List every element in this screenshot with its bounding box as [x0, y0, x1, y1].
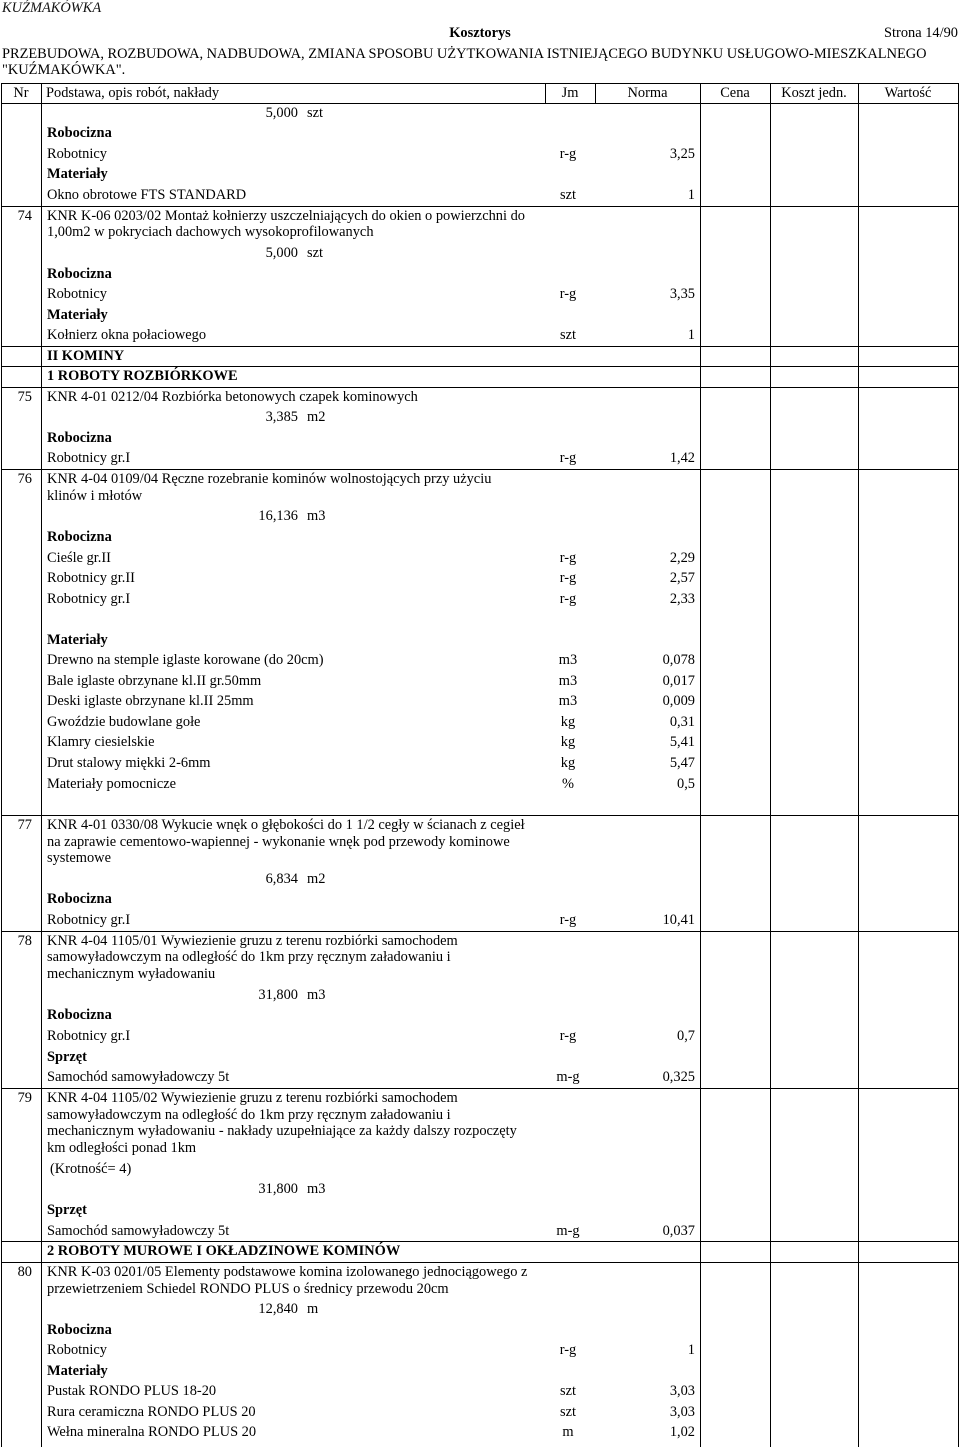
- resource-group-heading: [0, 1047, 960, 1068]
- row-description: Okno obrotowe FTS STANDARD: [47, 187, 247, 203]
- quantity-spacer: [47, 105, 960, 122]
- resource-group-label: Robocizna: [47, 265, 112, 282]
- resource-group-label: Robocizna: [47, 1321, 112, 1338]
- resource-group-label: Robocizna: [47, 1007, 112, 1024]
- row-description: Klamry ciesielskie: [47, 734, 155, 751]
- row-unit: %: [562, 775, 574, 792]
- resource-row: [0, 910, 960, 931]
- quantity-row: [0, 507, 960, 528]
- resource-row: [0, 589, 960, 610]
- row-unit: kg: [560, 754, 576, 771]
- blank-spacer: [47, 611, 960, 628]
- resource-row: [0, 185, 960, 206]
- row-description: Robotnicy gr.I: [47, 912, 131, 929]
- position-number: 77: [17, 816, 32, 833]
- position-row: [0, 469, 960, 506]
- resource-group-label: Robocizna: [47, 528, 112, 545]
- resource-row: [0, 284, 960, 305]
- row-unit: r-g: [559, 570, 577, 587]
- quantity-unit: m3: [307, 986, 326, 1003]
- position-row: [0, 387, 960, 408]
- row-unit: r-g: [559, 450, 577, 467]
- document-title: Kosztorys: [449, 25, 511, 41]
- quantity-unit: szt: [307, 245, 323, 261]
- quantity-row: [0, 1180, 960, 1201]
- position-row: [0, 1088, 960, 1159]
- position-description: [47, 1090, 960, 1158]
- row-norm: 0,009: [662, 693, 695, 710]
- resource-row: [0, 1402, 960, 1423]
- row-unit: szt: [560, 1403, 576, 1420]
- blank-spacer: [47, 796, 960, 813]
- resource-row: [0, 1026, 960, 1047]
- row-unit: m3: [558, 652, 578, 669]
- resource-row: [0, 1381, 960, 1402]
- resource-group-label: Materiały: [47, 306, 108, 323]
- resource-group-label: Robocizna: [47, 891, 112, 908]
- quantity-spacer: [47, 1181, 960, 1198]
- column-header-nr: Nr: [13, 85, 29, 101]
- table-header: [1, 83, 958, 104]
- quantity-spacer: [47, 1301, 960, 1318]
- row-description: Bale iglaste obrzynane kl.II gr.50mm: [47, 672, 262, 689]
- row-unit: m-g: [556, 1222, 580, 1239]
- row-unit: m3: [558, 693, 578, 710]
- column-header-description: Podstawa, opis robót, nakłady: [46, 85, 220, 101]
- resource-group-heading: [0, 527, 960, 548]
- resource-row: [0, 1423, 960, 1444]
- position-number: 79: [17, 1089, 32, 1106]
- multiplier-text: (Krotność= 4): [50, 1160, 132, 1177]
- position-description: [47, 208, 960, 242]
- quantity-unit: m: [307, 1301, 319, 1318]
- resource-group-label: Materiały: [47, 1362, 108, 1379]
- position-description-line: KNR 4-01 0330/08 Wykucie wnęk o głębokości do 1 1/2 cegły w ścianach z cegieł: [47, 816, 525, 833]
- row-norm: 0,017: [662, 672, 695, 689]
- position-number: 78: [17, 932, 32, 949]
- row-norm: 3,25: [669, 145, 695, 162]
- row-description: Rura ceramiczna RONDO PLUS 20: [47, 1403, 256, 1420]
- position-description-line: KNR K-03 0201/05 Elementy podstawowe komina izolowanego jednociągowego z: [47, 1263, 528, 1280]
- row-description: Robotnicy gr.I: [47, 590, 131, 607]
- row-norm: 0,31: [669, 713, 695, 730]
- position-description-line: samowyładowczym na odległość do 1km przy ręcznym załadowaniu i: [47, 949, 451, 966]
- position-description: [47, 933, 960, 984]
- row-description: Cieśle gr.II: [47, 549, 111, 566]
- header-column-divider: [595, 83, 596, 103]
- position-row: [0, 815, 960, 869]
- position-description-line: na zaprawie cementowo-wapiennej - wykonanie wnęk pod przewody kominowe: [47, 833, 510, 850]
- quantity-value: 3,385: [265, 409, 298, 426]
- column-header-norm: Norma: [627, 85, 668, 101]
- column-header-price: Cena: [720, 85, 750, 101]
- position-description-line: KNR K-06 0203/02 Montaż kołnierzy uszczelniających do okien o powierzchni do: [47, 207, 525, 224]
- row-norm: 3,03: [669, 1383, 695, 1400]
- position-description-line: systemowe: [47, 850, 111, 867]
- row-norm: 10,41: [662, 912, 695, 929]
- row-unit: r-g: [559, 286, 577, 303]
- quantity-value: 12,840: [258, 1301, 298, 1318]
- cost-estimate-table-body: [0, 103, 960, 1443]
- project-title-line-1: PRZEBUDOWA, ROZBUDOWA, NADBUDOWA, ZMIANA SPOSOBU UŻYTKOWANIA ISTNIEJĄCEGO BUDYNKU USŁUGOWO-MIESZKALNEGO: [2, 46, 927, 62]
- position-row: [0, 1262, 960, 1299]
- quantity-unit: szt: [307, 104, 323, 121]
- quantity-value: 5,000: [265, 245, 298, 261]
- resource-group-label: Materiały: [47, 166, 108, 183]
- column-header-value: Wartość: [884, 85, 932, 101]
- row-description: Robotnicy: [47, 145, 107, 162]
- quantity-value: 31,800: [258, 1181, 298, 1198]
- resource-group-heading: [0, 1006, 960, 1027]
- position-description-line: samowyładowczym na odległość do 1km przy ręcznym załadowaniu i: [47, 1106, 451, 1123]
- header-column-divider: [545, 83, 546, 103]
- row-description: Robotnicy: [47, 1342, 107, 1359]
- quantity-spacer: [47, 508, 960, 525]
- row-norm: 0,078: [662, 652, 695, 669]
- multiplier-note: [0, 1159, 960, 1180]
- column-header-unit-cost: Koszt jedn.: [781, 85, 847, 101]
- row-description: Pustak RONDO PLUS 18-20: [47, 1383, 217, 1400]
- blank-row: [0, 794, 960, 815]
- quantity-spacer: [47, 871, 960, 888]
- quantity-value: 16,136: [258, 508, 298, 525]
- resource-group-label: Robocizna: [47, 429, 112, 446]
- resource-row: [0, 712, 960, 733]
- row-unit: szt: [560, 1383, 576, 1400]
- quantity-row: [0, 869, 960, 890]
- position-number: 74: [17, 207, 32, 224]
- row-unit: m3: [558, 672, 578, 689]
- row-unit: r-g: [559, 912, 577, 929]
- row-unit: kg: [560, 734, 576, 751]
- row-unit: szt: [560, 187, 576, 203]
- row-norm: 1: [687, 1342, 695, 1359]
- resource-row: [0, 1067, 960, 1088]
- section-title: II KOMINY: [47, 347, 125, 364]
- row-unit: kg: [560, 713, 576, 730]
- row-description: Deski iglaste obrzynane kl.II 25mm: [47, 693, 254, 710]
- resource-group-heading: [0, 890, 960, 911]
- section-title: 1 ROBOTY ROZBIÓRKOWE: [47, 368, 238, 385]
- position-number: 75: [17, 388, 32, 405]
- resource-row: [0, 753, 960, 774]
- row-norm: 2,33: [669, 590, 695, 607]
- row-norm: 5,47: [669, 754, 695, 771]
- row-description: Kołnierz okna połaciowego: [47, 327, 207, 344]
- row-norm: 1,42: [669, 450, 695, 467]
- row-unit: r-g: [559, 145, 577, 162]
- quantity-unit: m3: [307, 1181, 326, 1198]
- section-heading: [0, 366, 960, 387]
- resource-group-heading: [0, 124, 960, 145]
- resource-group-heading: [0, 428, 960, 449]
- row-unit: r-g: [559, 1028, 577, 1045]
- document-brand: KUŹMAKÓWKA: [2, 0, 102, 16]
- resource-group-heading: [0, 305, 960, 326]
- row-norm: 2,29: [669, 549, 695, 566]
- resource-row: [0, 1221, 960, 1242]
- position-description-line: mechanicznym wyładowaniu: [47, 966, 216, 983]
- position-description-line: km odległości ponad 1km: [47, 1140, 197, 1157]
- quantity-row: [0, 243, 960, 264]
- position-row: [0, 931, 960, 985]
- quantity-unit: m2: [307, 870, 326, 887]
- row-description: Robotnicy gr.I: [47, 450, 131, 467]
- resource-row: [0, 568, 960, 589]
- resource-row: [0, 692, 960, 713]
- row-description: Samochód samowyładowczy 5t: [47, 1069, 230, 1086]
- row-norm: 0,325: [662, 1069, 695, 1086]
- row-description: Robotnicy gr.II: [47, 570, 135, 587]
- resource-group-heading: [0, 1200, 960, 1221]
- row-unit: r-g: [559, 1342, 577, 1359]
- resource-row: [0, 144, 960, 165]
- resource-row: [0, 774, 960, 795]
- section-heading: [0, 1241, 960, 1262]
- column-header-unit: Jm: [561, 85, 579, 101]
- quantity-row: [0, 1299, 960, 1320]
- position-description-line: KNR 4-01 0212/04 Rozbiórka betonowych czapek kominowych: [47, 388, 418, 405]
- row-description: Wełna mineralna RONDO PLUS 20: [47, 1424, 257, 1441]
- row-description: Robotnicy: [47, 286, 107, 303]
- row-unit: m: [562, 1424, 574, 1441]
- row-description: Robotnicy gr.I: [47, 1028, 131, 1045]
- resource-group-heading: [0, 630, 960, 651]
- row-description: Materiały pomocnicze: [47, 775, 177, 792]
- position-row: [0, 206, 960, 243]
- row-norm: 5,41: [669, 734, 695, 751]
- row-description: Drut stalowy miękki 2-6mm: [47, 754, 211, 771]
- resource-row: [0, 548, 960, 569]
- quantity-value: 5,000: [265, 104, 298, 121]
- section-heading: [0, 346, 960, 367]
- resource-group-label: Materiały: [47, 631, 108, 648]
- quantity-value: 6,834: [265, 870, 298, 887]
- row-norm: 3,35: [669, 286, 695, 303]
- row-norm: 1: [687, 187, 695, 203]
- quantity-row: [0, 408, 960, 429]
- resource-group-label: Sprzęt: [47, 1202, 87, 1218]
- quantity-spacer: [47, 245, 960, 262]
- position-description: [47, 817, 960, 868]
- row-norm: 0,7: [677, 1028, 695, 1045]
- section-title: 2 ROBOTY MUROWE I OKŁADZINOWE KOMINÓW: [47, 1243, 401, 1260]
- row-unit: szt: [560, 327, 576, 344]
- position-number: 80: [17, 1263, 32, 1280]
- position-description: [47, 471, 960, 505]
- quantity-unit: m3: [307, 508, 326, 525]
- position-description-line: KNR 4-04 1105/01 Wywiezienie gruzu z terenu rozbiórki samochodem: [47, 932, 458, 949]
- resource-row: [0, 449, 960, 470]
- row-unit: r-g: [559, 590, 577, 607]
- row-norm: 3,03: [669, 1403, 695, 1420]
- resource-group-heading: [0, 165, 960, 186]
- resource-group-heading: [0, 1361, 960, 1382]
- resource-row: [0, 325, 960, 346]
- resource-row: [0, 1340, 960, 1361]
- resource-group-heading: [0, 264, 960, 285]
- position-description-line: klinów i młotów: [47, 487, 143, 504]
- quantity-spacer: [47, 409, 960, 426]
- page-number: Strona 14/90: [884, 25, 958, 41]
- quantity-spacer: [47, 987, 960, 1004]
- quantity-row: [0, 985, 960, 1006]
- position-description: [47, 389, 960, 406]
- position-number: 76: [17, 470, 32, 487]
- row-norm: 0,5: [677, 775, 695, 792]
- resource-group-heading: [0, 1320, 960, 1341]
- row-norm: 1: [687, 327, 695, 344]
- row-norm: 1,02: [669, 1424, 695, 1441]
- position-description-line: 1,00m2 w pokryciach dachowych wysokoprofilowanych: [47, 224, 374, 241]
- resource-row: [0, 733, 960, 754]
- resource-group-label: Sprzęt: [47, 1048, 87, 1065]
- row-description: Gwoździe budowlane gołe: [47, 713, 201, 730]
- row-description: Drewno na stemple iglaste korowane (do 20cm): [47, 652, 324, 669]
- resource-row: [0, 671, 960, 692]
- resource-row: [0, 650, 960, 671]
- quantity-value: 31,800: [258, 986, 298, 1003]
- resource-group-label: Robocizna: [47, 125, 112, 142]
- blank-row: [0, 609, 960, 630]
- position-description-line: KNR 4-04 0109/04 Ręczne rozebranie kominów wolnostojących przy użyciu: [47, 470, 492, 487]
- row-unit: r-g: [559, 549, 577, 566]
- project-title-line-2: "KUŹMAKÓWKA".: [2, 62, 126, 78]
- position-description: [47, 1264, 960, 1298]
- row-description: Samochód samowyładowczy 5t: [47, 1222, 230, 1239]
- position-description-line: KNR 4-04 1105/02 Wywiezienie gruzu z terenu rozbiórki samochodem: [47, 1089, 458, 1106]
- row-norm: 2,57: [669, 570, 695, 587]
- row-unit: m-g: [556, 1069, 580, 1086]
- position-description-line: mechanicznym wyładowaniu - nakłady uzupełniające za każdy dalszy rozpoczęty: [47, 1123, 517, 1140]
- position-description-line: przewietrzeniem Schiedel RONDO PLUS o średnicy przewodu 20cm: [47, 1280, 449, 1297]
- quantity-unit: m2: [307, 409, 326, 426]
- quantity-row: [0, 103, 960, 124]
- row-norm: 0,037: [662, 1222, 695, 1239]
